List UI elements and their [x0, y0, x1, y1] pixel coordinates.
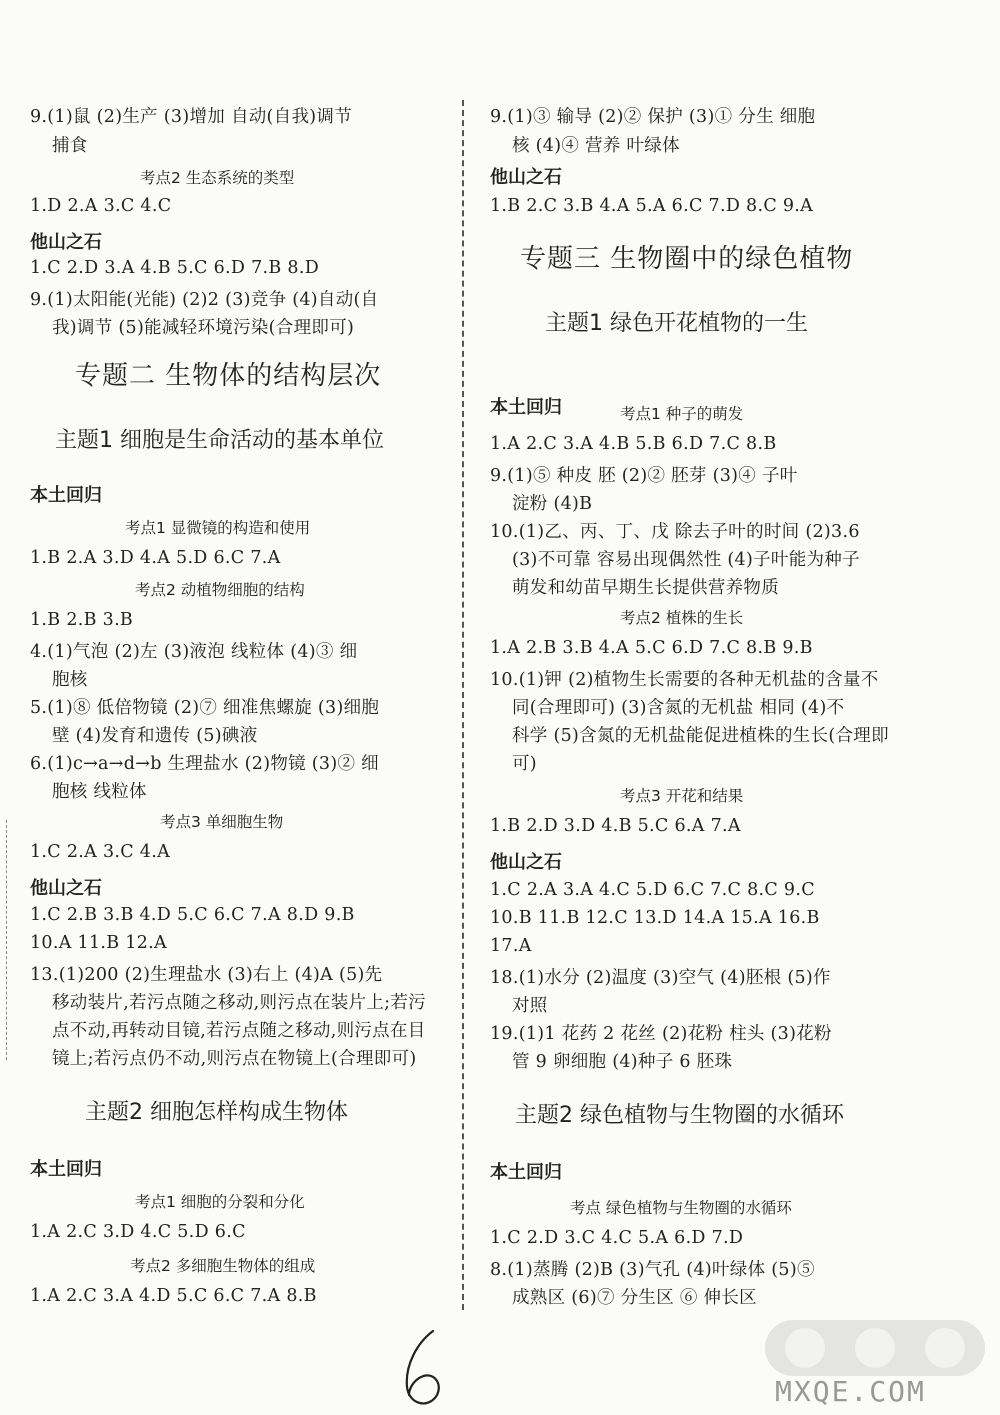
answer-line: 镜上;若污点仍不动,则污点在物镜上(合理即可)	[52, 1049, 417, 1069]
answer-line: 管 9 卵细胞 (4)种子 6 胚珠	[512, 1052, 733, 1072]
answer-line: 1.B 2.B 3.B	[30, 610, 134, 630]
page-edge-mark	[6, 820, 7, 1060]
answer-line: 移动装片,若污点随之移动,则污点在装片上;若污	[52, 993, 426, 1013]
answer-line: (3)不可靠 容易出现偶然性 (4)子叶能为种子	[512, 550, 860, 570]
answer-line: 壁 (4)发育和遗传 (5)碘液	[52, 726, 258, 746]
answer-line: 10.(1)乙、丙、丁、戊 除去子叶的时间 (2)3.6	[490, 522, 860, 542]
answer-line: 点不动,再转动目镜,若污点随之移动,则污点在目	[52, 1021, 426, 1041]
section-heading: 他山之石	[30, 232, 102, 253]
answer-line: 核 (4)④ 营养 叶绿体	[512, 136, 680, 156]
answer-line: 1.B 2.D 3.D 4.B 5.C 6.A 7.A	[490, 816, 741, 836]
answer-line: 胞核 线粒体	[52, 782, 147, 802]
kaodian-heading: 考点2 动植物细胞的结构	[135, 581, 305, 599]
section-heading: 本土回归	[490, 397, 562, 418]
answer-line: 1.C 2.D 3.A 4.B 5.C 6.D 7.B 8.D	[30, 258, 320, 278]
answer-line: 1.C 2.A 3.A 4.C 5.D 6.C 7.C 8.C 9.C	[490, 880, 815, 900]
kaodian-heading: 考点1 细胞的分裂和分化	[135, 1193, 305, 1211]
section-heading: 他山之石	[490, 167, 562, 188]
theme-title: 主题2 绿色植物与生物圈的水循环	[515, 1103, 844, 1128]
kaodian-heading: 考点2 生态系统的类型	[140, 169, 295, 187]
kaodian-heading: 考点1 种子的萌发	[620, 405, 744, 423]
answer-line: 9.(1)太阳能(光能) (2)2 (3)竞争 (4)自动(自	[30, 290, 379, 310]
answer-line: 淀粉 (4)B	[512, 494, 593, 514]
answer-line: 10.(1)钾 (2)植物生长需要的各种无机盐的含量不	[490, 670, 879, 690]
handwritten-mark-icon	[395, 1325, 455, 1415]
answer-line: 同(合理即可) (3)含氮的无机盐 相同 (4)不	[512, 698, 845, 718]
answer-line: 10.B 11.B 12.C 13.D 14.A 15.A 16.B	[490, 908, 820, 928]
answer-line: 9.(1)③ 输导 (2)② 保护 (3)① 分生 细胞	[490, 107, 816, 127]
topic-title: 专题三 生物圈中的绿色植物	[520, 244, 854, 274]
kaodian-heading: 考点2 植株的生长	[620, 609, 744, 627]
answer-line: 4.(1)气泡 (2)左 (3)液泡 线粒体 (4)③ 细	[30, 642, 358, 662]
topic-title: 专题二 生物体的结构层次	[75, 361, 382, 391]
answer-line: 1.C 2.D 3.C 4.C 5.A 6.D 7.D	[490, 1228, 744, 1248]
section-heading: 本土回归	[30, 1159, 102, 1180]
kaodian-heading: 考点3 开花和结果	[620, 787, 744, 805]
answer-line: 1.A 2.C 3.A 4.D 5.C 6.C 7.A 8.B	[30, 1286, 317, 1306]
answer-line: 1.A 2.C 3.D 4.C 5.D 6.C	[30, 1222, 246, 1242]
answer-line: 捕食	[52, 136, 88, 156]
section-heading: 他山之石	[30, 878, 102, 899]
answer-line: 5.(1)⑧ 低倍物镜 (2)⑦ 细准焦螺旋 (3)细胞	[30, 698, 380, 718]
answer-line: 1.B 2.C 3.B 4.A 5.A 6.C 7.D 8.C 9.A	[490, 196, 814, 216]
answer-line: 10.A 11.B 12.A	[30, 933, 167, 953]
section-heading: 他山之石	[490, 852, 562, 873]
answer-line: 18.(1)水分 (2)温度 (3)空气 (4)胚根 (5)作	[490, 968, 831, 988]
answer-line: 1.D 2.A 3.C 4.C	[30, 196, 172, 216]
answer-line: 萌发和幼苗早期生长提供营养物质	[512, 578, 779, 598]
kaodian-heading: 考点2 多细胞生物体的组成	[130, 1257, 316, 1275]
answer-line: 1.C 2.A 3.C 4.A	[30, 842, 171, 862]
answer-line: 17.A	[490, 936, 532, 956]
answer-line: 9.(1)⑤ 种皮 胚 (2)② 胚芽 (3)④ 子叶	[490, 466, 798, 486]
theme-title: 主题1 细胞是生命活动的基本单位	[55, 428, 384, 453]
answer-line: 19.(1)1 花药 2 花丝 (2)花粉 柱头 (3)花粉	[490, 1024, 832, 1044]
kaodian-heading: 考点 绿色植物与生物圈的水循环	[570, 1199, 792, 1217]
answer-line: 1.A 2.C 3.A 4.B 5.B 6.D 7.C 8.B	[490, 434, 777, 454]
answer-line: 1.A 2.B 3.B 4.A 5.C 6.D 7.C 8.B 9.B	[490, 638, 813, 658]
kaodian-heading: 考点3 单细胞生物	[160, 813, 284, 831]
answer-line: 可)	[512, 754, 537, 774]
answer-line: 对照	[512, 996, 548, 1016]
answer-line: 胞核	[52, 670, 88, 690]
section-heading: 本土回归	[490, 1162, 562, 1183]
column-divider	[462, 100, 464, 1310]
theme-title: 主题1 绿色开花植物的一生	[545, 311, 808, 336]
section-heading: 本土回归	[30, 485, 102, 506]
answer-line: 成熟区 (6)⑦ 分生区 ⑥ 伸长区	[512, 1288, 757, 1308]
kaodian-heading: 考点1 显微镜的构造和使用	[125, 519, 311, 537]
theme-title: 主题2 细胞怎样构成生物体	[85, 1100, 348, 1125]
answer-line: 1.B 2.A 3.D 4.A 5.D 6.C 7.A	[30, 548, 281, 568]
answer-line: 13.(1)200 (2)生理盐水 (3)右上 (4)A (5)先	[30, 965, 383, 985]
answer-line: 科学 (5)含氮的无机盐能促进植株的生长(合理即	[512, 726, 889, 746]
watermark-text: MXQE.COM	[775, 1375, 926, 1408]
answer-line: 8.(1)蒸腾 (2)B (3)气孔 (4)叶绿体 (5)⑤	[490, 1260, 815, 1280]
answer-line: 9.(1)鼠 (2)生产 (3)增加 自动(自我)调节	[30, 107, 353, 127]
answer-line: 1.C 2.B 3.B 4.D 5.C 6.C 7.A 8.D 9.B	[30, 905, 355, 925]
answer-line: 我)调节 (5)能减轻环境污染(合理即可)	[52, 318, 355, 338]
answer-line: 6.(1)c→a→d→b 生理盐水 (2)物镜 (3)② 细	[30, 754, 379, 774]
